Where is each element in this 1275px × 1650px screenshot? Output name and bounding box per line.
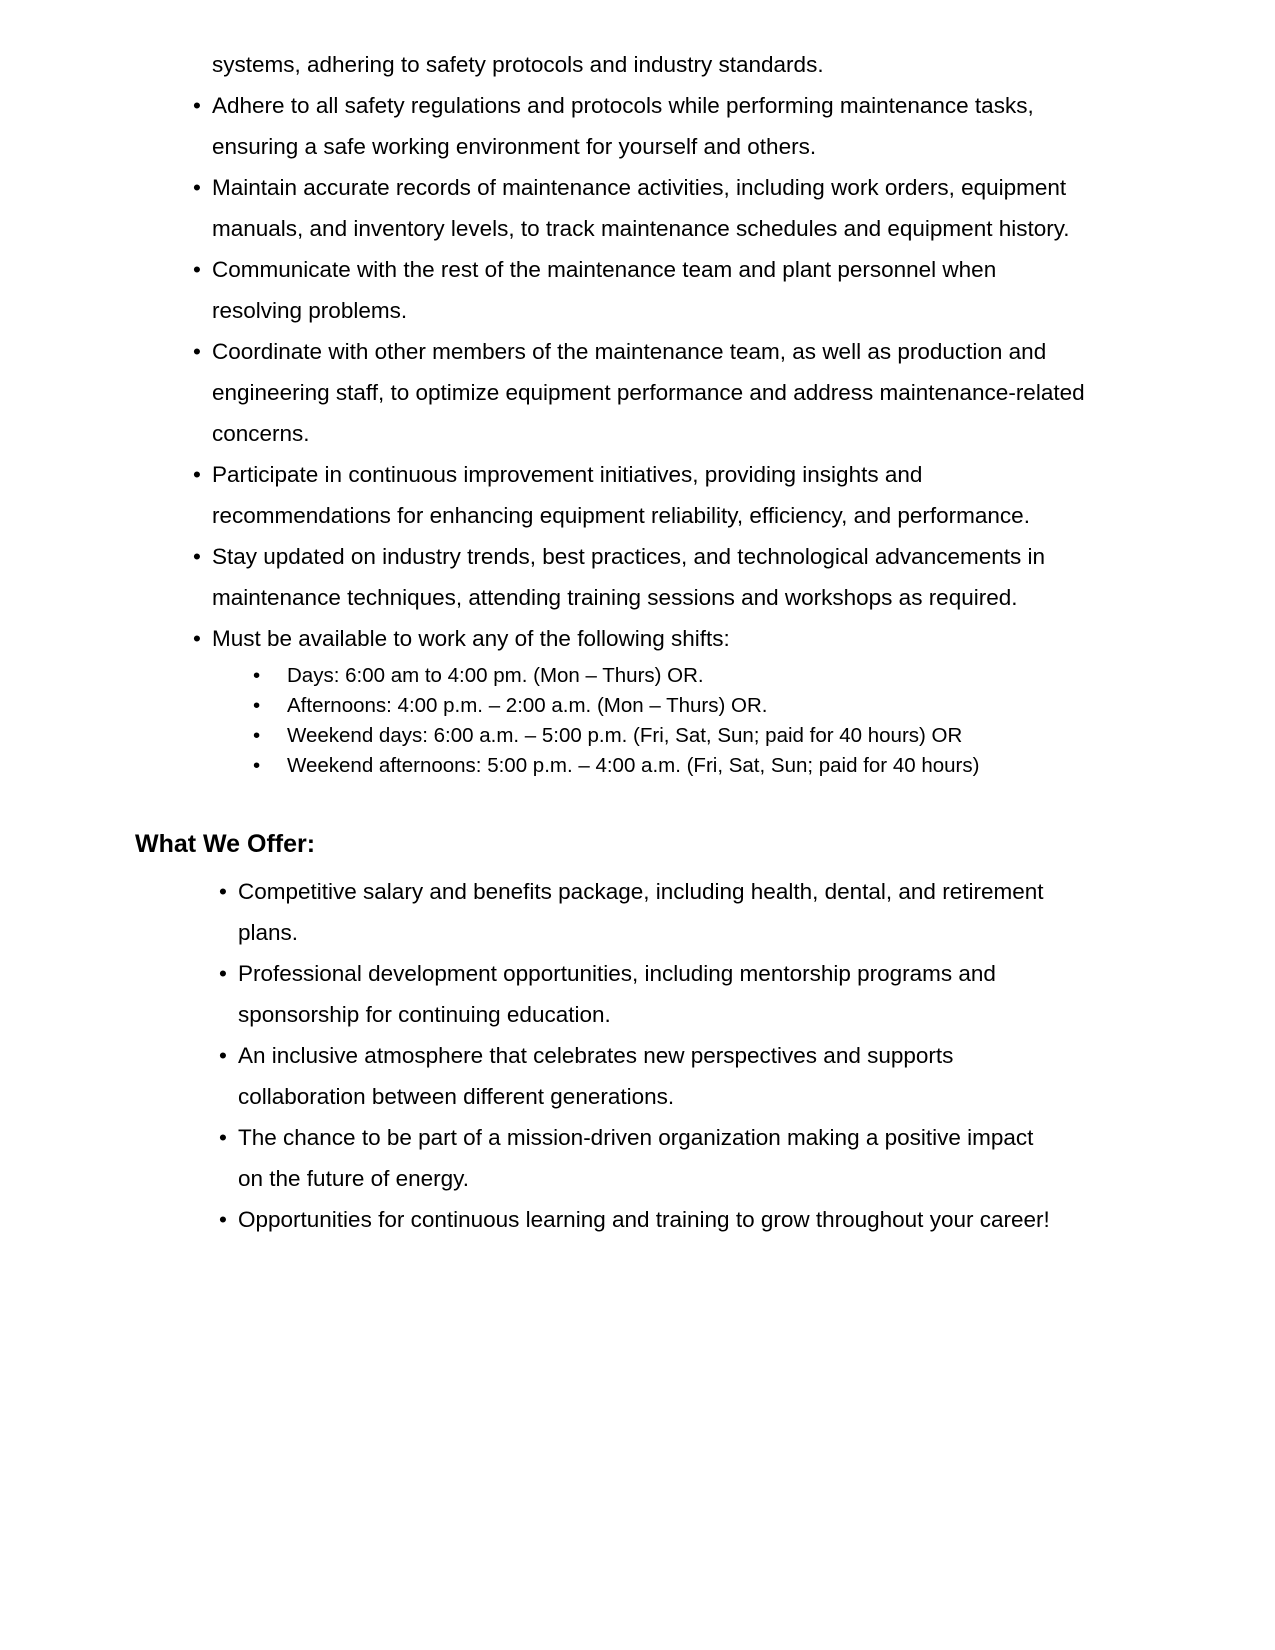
list-item <box>219 871 1058 953</box>
continuation-paragraph: systems, adhering to safety protocols and industry standards. <box>212 52 824 77</box>
bullet-icon: • <box>219 1125 227 1150</box>
list-item-text: Adhere to all safety regulations and protocols while performing maintenance tasks, ensuring a safe working environment for yourself and others. <box>212 93 1034 159</box>
bullet-icon: • <box>193 544 201 569</box>
bullet-icon: • <box>193 257 201 282</box>
list-item-text: Opportunities for continuous learning and training to grow throughout your career! <box>238 1207 1050 1232</box>
list-item-text: The chance to be part of a mission-driven organization making a positive impact on the future of energy. <box>238 1125 1034 1191</box>
shift-text: Weekend days: 6:00 a.m. – 5:00 p.m. (Fri, Sat, Sun; paid for 40 hours) OR <box>287 724 963 747</box>
bullet-icon: • <box>193 626 201 651</box>
list-item <box>253 721 1092 751</box>
list-item <box>253 691 1092 721</box>
list-item <box>219 1199 1058 1240</box>
list-item <box>193 249 1092 331</box>
document-body <box>0 44 1275 1240</box>
responsibilities-list <box>0 85 1275 781</box>
list-item <box>193 536 1117 618</box>
list-item-text: Coordinate with other members of the maintenance team, as well as production and engineering staff, to optimize equipment performance and address maintenance-related concerns. <box>212 339 1085 446</box>
offers-list <box>0 871 1275 1240</box>
list-item <box>193 85 1092 167</box>
shifts-sublist <box>212 661 1092 781</box>
list-item-text: Participate in continuous improvement initiatives, providing insights and recommendations for enhancing equipment reliability, efficiency, and performance. <box>212 462 1030 528</box>
shift-text: Afternoons: 4:00 p.m. – 2:00 a.m. (Mon – Thurs) OR. <box>287 694 768 717</box>
shift-text: Weekend afternoons: 5:00 p.m. – 4:00 a.m. (Fri, Sat, Sun; paid for 40 hours) <box>287 754 980 777</box>
list-item-text: Competitive salary and benefits package, including health, dental, and retirement plans. <box>238 879 1044 945</box>
shift-text: Days: 6:00 am to 4:00 pm. (Mon – Thurs) OR. <box>287 664 704 687</box>
list-item-shifts <box>193 618 1092 781</box>
list-item <box>253 661 1092 691</box>
list-item-text: Maintain accurate records of maintenance activities, including work orders, equipment manuals, and inventory levels, to track maintenance schedules and equipment history. <box>212 175 1070 241</box>
bullet-icon: • <box>253 724 261 747</box>
bullet-icon: • <box>253 664 261 687</box>
bullet-icon: • <box>253 754 261 777</box>
list-item-text: Professional development opportunities, including mentorship programs and sponsorship for continuing education. <box>238 961 996 1027</box>
bullet-icon: • <box>193 462 201 487</box>
bullet-icon: • <box>253 694 261 717</box>
list-item <box>193 167 1092 249</box>
bullet-icon: • <box>193 93 201 118</box>
list-item <box>219 1117 1058 1199</box>
list-item-text: Must be available to work any of the following shifts: <box>212 626 730 651</box>
list-item <box>193 454 1092 536</box>
bullet-icon: • <box>193 339 201 364</box>
list-item-text: Communicate with the rest of the maintenance team and plant personnel when resolving problems. <box>212 257 997 323</box>
bullet-icon: • <box>193 175 201 200</box>
list-item <box>219 953 1058 1035</box>
bullet-icon: • <box>219 879 227 904</box>
list-item <box>253 751 1092 781</box>
list-item <box>219 1035 1058 1117</box>
bullet-icon: • <box>219 1207 227 1232</box>
bullet-icon: • <box>219 961 227 986</box>
section-heading-what-we-offer: What We Offer: <box>135 830 316 858</box>
list-item-text: An inclusive atmosphere that celebrates new perspectives and supports collaboration between different generations. <box>238 1043 954 1109</box>
list-item-text: Stay updated on industry trends, best practices, and technological advancements in maintenance techniques, attending training sessions and workshops as required. <box>212 544 1046 610</box>
list-item <box>193 331 1117 454</box>
bullet-icon: • <box>219 1043 227 1068</box>
